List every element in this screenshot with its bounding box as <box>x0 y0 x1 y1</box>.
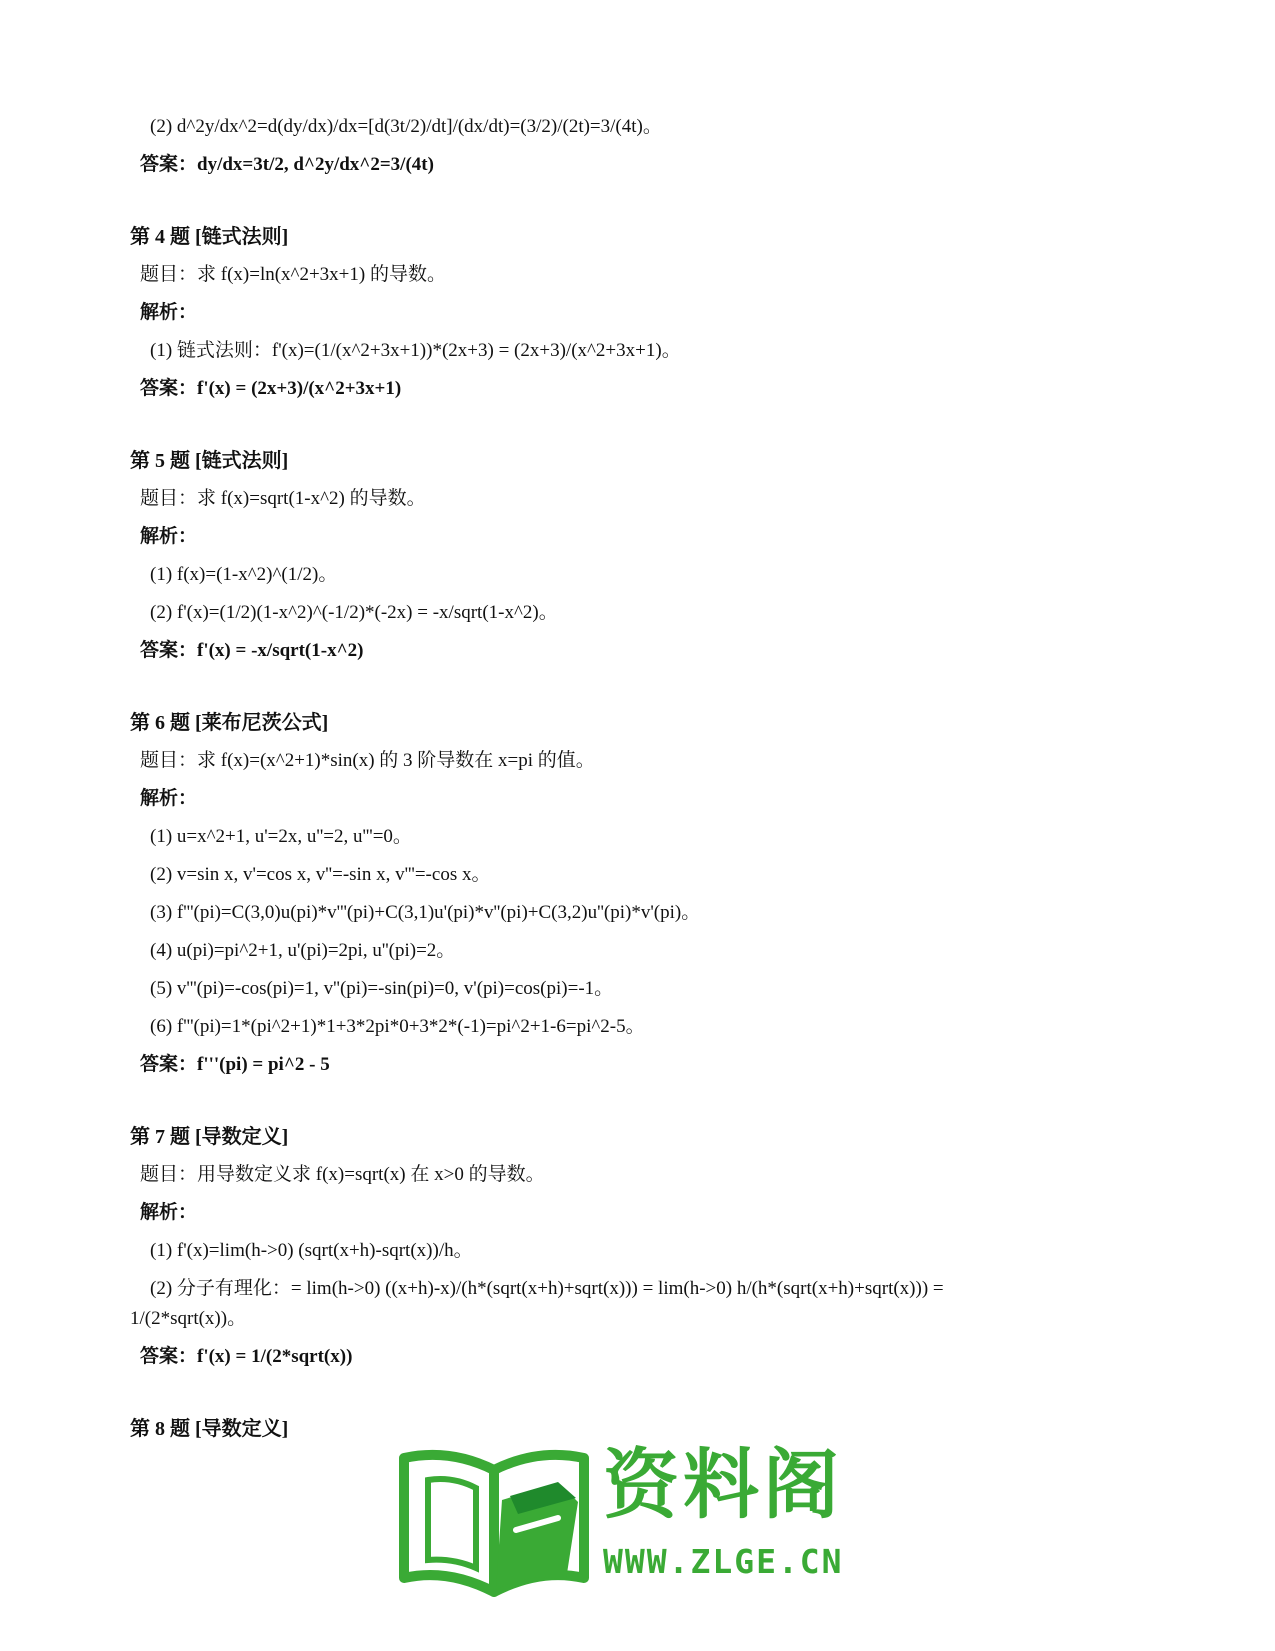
watermark-logo <box>398 1440 878 1600</box>
question-text: 题目：求 f(x)=sqrt(1-x^2) 的导数。 <box>140 488 426 509</box>
step-line: (2) 分子有理化：= lim(h->0) ((x+h)-x)/(h*(sqrt(x+h)+sqrt(x))) = lim(h->0) h/(h*(sqrt(x+h)+sqrt(x))) = <box>150 1278 944 1299</box>
analysis-label: 解析： <box>140 526 198 547</box>
watermark-title: 资料阁 <box>603 1440 843 1529</box>
analysis-label: 解析： <box>140 302 198 323</box>
step-line: (5) v'''(pi)=-cos(pi)=1, v''(pi)=-sin(pi)=0, v'(pi)=cos(pi)=-1。 <box>150 978 614 999</box>
watermark-url: WWW.ZLGE.CN <box>603 1542 844 1581</box>
step-line: (3) f'''(pi)=C(3,0)u(pi)*v'''(pi)+C(3,1)u'(pi)*v''(pi)+C(3,2)u''(pi)*v'(pi)。 <box>150 902 701 923</box>
answer-line: 答案：f'(x) = (2x+3)/(x^2+3x+1) <box>140 378 402 399</box>
step-line: (2) v=sin x, v'=cos x, v''=-sin x, v'''=-cos x。 <box>150 864 491 885</box>
question-text: 题目：求 f(x)=(x^2+1)*sin(x) 的 3 阶导数在 x=pi 的值。 <box>140 750 595 771</box>
step-line: (6) f'''(pi)=1*(pi^2+1)*1+3*2pi*0+3*2*(-1)=pi^2+1-6=pi^2-5。 <box>150 1016 645 1037</box>
analysis-label: 解析： <box>140 1202 198 1223</box>
open-book-icon <box>398 1440 598 1600</box>
question-heading: 第 4 题 [链式法则] <box>130 226 289 248</box>
step-line: (4) u(pi)=pi^2+1, u'(pi)=2pi, u''(pi)=2。 <box>150 940 456 961</box>
question-heading: 第 7 题 [导数定义] <box>130 1126 289 1148</box>
step-line: (1) u=x^2+1, u'=2x, u''=2, u'''=0。 <box>150 826 412 847</box>
question-text: 题目：用导数定义求 f(x)=sqrt(x) 在 x>0 的导数。 <box>140 1164 545 1185</box>
step-line: (2) d^2y/dx^2=d(dy/dx)/dx=[d(3t/2)/dt]/(dx/dt)=(3/2)/(2t)=3/(4t)。 <box>150 116 662 137</box>
analysis-label: 解析： <box>140 788 198 809</box>
step-line: (2) f'(x)=(1/2)(1-x^2)^(-1/2)*(-2x) = -x/sqrt(1-x^2)。 <box>150 602 558 623</box>
step-line: (1) 链式法则：f'(x)=(1/(x^2+3x+1))*(2x+3) = (2x+3)/(x^2+3x+1)。 <box>150 340 681 361</box>
step-line: (1) f'(x)=lim(h->0) (sqrt(x+h)-sqrt(x))/h。 <box>150 1240 473 1261</box>
answer-line: 答案：f'(x) = -x/sqrt(1-x^2) <box>140 640 364 661</box>
question-text: 题目：求 f(x)=ln(x^2+3x+1) 的导数。 <box>140 264 446 285</box>
question-heading: 第 6 题 [莱布尼茨公式] <box>130 712 329 734</box>
answer-line: 答案：dy/dx=3t/2, d^2y/dx^2=3/(4t) <box>140 154 434 175</box>
question-heading: 第 5 题 [链式法则] <box>130 450 289 472</box>
question-heading: 第 8 题 [导数定义] <box>130 1418 289 1440</box>
answer-line: 答案：f'''(pi) = pi^2 - 5 <box>140 1054 330 1075</box>
step-line-continuation: 1/(2*sqrt(x))。 <box>130 1308 247 1329</box>
step-line: (1) f(x)=(1-x^2)^(1/2)。 <box>150 564 338 585</box>
answer-line: 答案：f'(x) = 1/(2*sqrt(x)) <box>140 1346 353 1367</box>
